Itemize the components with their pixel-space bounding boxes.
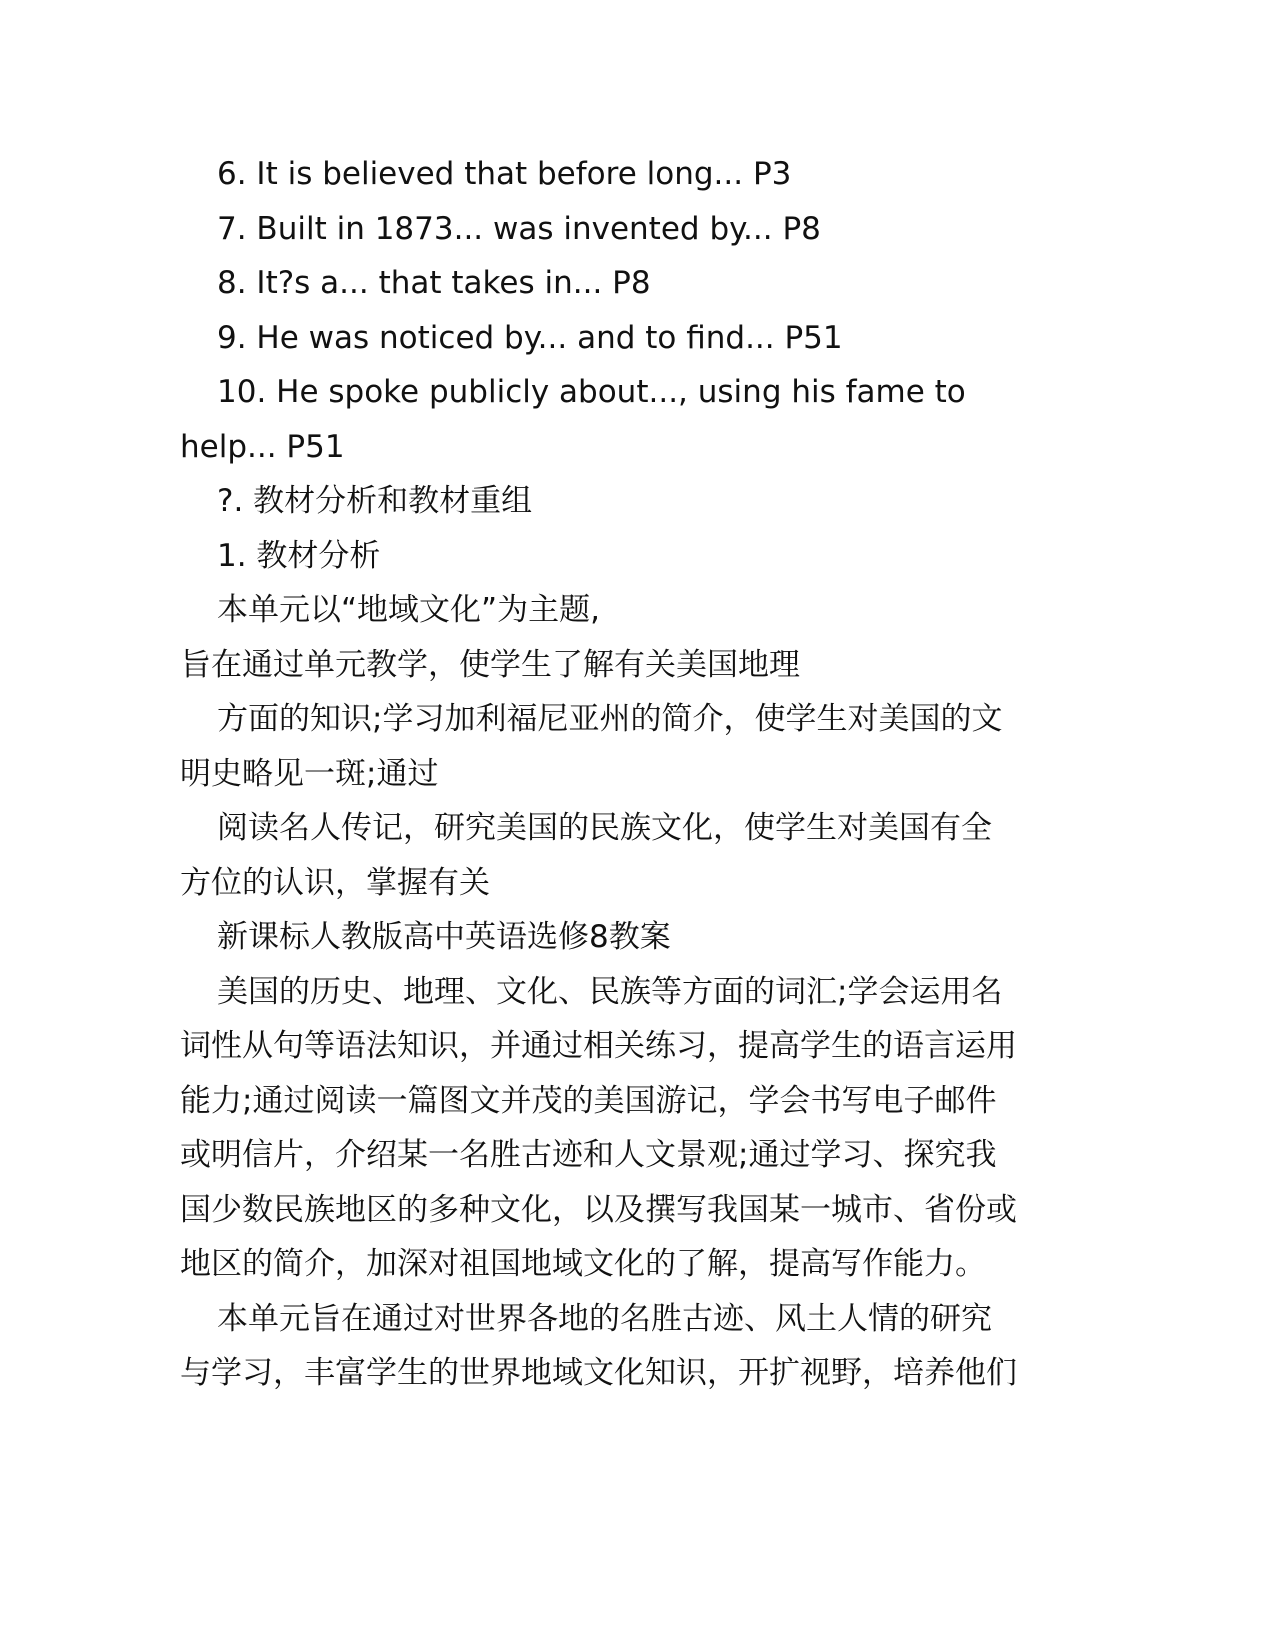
text-line: 方面的知识;学习加利福尼亚州的简介，使学生对美国的文 xyxy=(217,701,1003,737)
text-line: 本单元旨在通过对世界各地的名胜古迹、风土人情的研究 xyxy=(217,1300,992,1337)
text-line: 美国的历史、地理、文化、民族等方面的词汇;学会运用名 xyxy=(217,973,1003,1010)
document-body xyxy=(180,147,1040,1401)
text-line: 旨在通过单元教学，使学生了解有关美国地理 xyxy=(180,646,800,683)
text-line: 9. He was noticed by... and to find... P51 xyxy=(217,319,843,356)
text-line: 与学习，丰富学生的世界地域文化知识，开扩视野，培养他们 xyxy=(180,1355,1017,1391)
text-line: 10. He spoke publicly about..., using his fame to xyxy=(217,374,966,410)
text-line: 7. Built in 1873... was invented by... P8 xyxy=(217,210,821,247)
text-line: 阅读名人传记，研究美国的民族文化，使学生对美国有全 xyxy=(217,810,992,846)
text-line: 或明信片，介绍某一名胜古迹和人文景观;通过学习、探究我 xyxy=(180,1137,997,1173)
text-line: 词性从句等语法知识，并通过相关练习，提高学生的语言运用 xyxy=(180,1028,1017,1064)
text-line: 8. It?s a... that takes in... P8 xyxy=(217,265,651,301)
text-line: 方位的认识，掌握有关 xyxy=(180,864,490,901)
text-line: 本单元以“地域文化”为主题, xyxy=(217,592,600,628)
text-line: help... P51 xyxy=(180,428,345,465)
text-line: 6. It is believed that before long... P3 xyxy=(217,156,792,192)
text-line: 能力;通过阅读一篇图文并茂的美国游记，学会书写电子邮件 xyxy=(180,1082,997,1119)
text-line: 明史略见一斑;通过 xyxy=(180,755,439,792)
text-line: 国少数民族地区的多种文化，以及撰写我国某一城市、省份或 xyxy=(180,1191,1017,1228)
text-line: 地区的简介，加深对祖国地域文化的了解，提高写作能力。 xyxy=(180,1246,986,1282)
text-line: 新课标人教版高中英语选修8教案 xyxy=(217,919,671,955)
section-heading: ?. 教材分析和教材重组 xyxy=(217,483,533,519)
subsection-heading: 1. 教材分析 xyxy=(217,537,381,574)
